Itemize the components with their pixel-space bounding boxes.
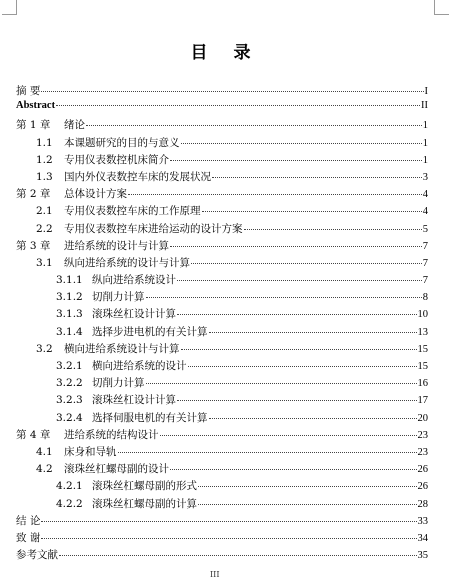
toc-entry-text: 专用仪表数控机床简介 xyxy=(64,153,169,166)
dot-leader xyxy=(170,159,422,161)
toc-page-number: 10 xyxy=(417,309,428,321)
toc-entry-number: 3.2.2 xyxy=(56,377,83,390)
page-corner-mark-right xyxy=(434,0,449,15)
toc-entry-text: 纵向进给系统的设计与计算 xyxy=(64,256,190,269)
toc-title: 目 录 xyxy=(190,43,261,63)
toc-entry-number: 1.1 xyxy=(36,136,53,149)
toc-entry-label xyxy=(16,100,55,111)
toc-entry-text: 床身和导轨 xyxy=(64,445,117,458)
toc-entry-number: 1.2 xyxy=(36,153,53,166)
dot-leader xyxy=(170,468,417,470)
toc-entry-number: 致 谢 xyxy=(16,531,41,544)
toc-entry-text: 进给系统的设计与计算 xyxy=(64,239,169,252)
toc-entry-text: 进给系统的结构设计 xyxy=(64,428,159,441)
toc-entry-text: 滚珠丝杠螺母副的设计 xyxy=(64,463,169,476)
dot-leader xyxy=(181,142,422,144)
toc-page-number: 15 xyxy=(417,361,428,372)
toc-entry-text: 滚珠丝杠螺母副的计算 xyxy=(92,497,197,510)
toc-page-number: 1 xyxy=(422,154,428,166)
dot-leader xyxy=(198,485,417,487)
toc-entry-label xyxy=(36,221,243,236)
toc-page-number: 13 xyxy=(417,326,428,338)
toc-entry-number: 4.2.2 xyxy=(56,497,83,510)
toc-entry[interactable] xyxy=(16,238,428,255)
toc-page-number: 1 xyxy=(422,120,428,132)
toc-entry-label xyxy=(16,547,58,562)
toc-entry-label xyxy=(36,341,180,356)
toc-entry-text: 绪论 xyxy=(64,119,85,132)
dot-leader xyxy=(202,210,422,212)
toc-entry-label xyxy=(56,306,176,321)
toc-entry-text: 专用仪表数控车床的工作原理 xyxy=(64,205,201,218)
toc-page-number: 16 xyxy=(417,378,428,390)
toc-entry-text: 国内外仪表数控车床的发展状况 xyxy=(64,170,211,183)
toc-entry-label xyxy=(16,186,127,201)
toc-entry-number: 3.2.1 xyxy=(56,360,83,372)
dot-leader xyxy=(146,382,417,384)
toc-entry-number: 3.1.2 xyxy=(56,291,83,304)
dot-leader xyxy=(177,313,417,315)
toc-entry-label xyxy=(36,461,169,476)
toc-entry[interactable] xyxy=(16,117,428,134)
toc-entry-label xyxy=(56,478,197,493)
toc-entry-label xyxy=(56,272,176,287)
toc-entry[interactable] xyxy=(16,324,428,341)
toc-entry[interactable] xyxy=(16,341,428,358)
toc-page-number: 20 xyxy=(417,412,428,424)
toc-entry[interactable] xyxy=(16,152,428,169)
toc-page-number: 26 xyxy=(417,481,428,493)
toc-entry-number: 3.1.3 xyxy=(56,308,83,321)
toc-entry-text: 切削力计算 xyxy=(92,377,145,390)
toc-entry-text: 本课题研究的目的与意义 xyxy=(64,136,180,149)
dot-leader xyxy=(41,520,416,522)
toc-entry-text: 滚珠丝杠螺母副的形式 xyxy=(92,480,197,493)
dot-leader xyxy=(41,90,423,92)
toc-entry[interactable] xyxy=(16,496,428,513)
toc-entry-text: 纵向进给系统设计 xyxy=(92,274,176,287)
toc-entry-number: 2.1 xyxy=(36,205,53,218)
toc-entry-text: 选择步进电机的有关计算 xyxy=(92,325,208,338)
toc-entry[interactable] xyxy=(16,410,428,427)
toc-entry[interactable] xyxy=(16,392,428,409)
toc-page-number: 34 xyxy=(417,532,428,544)
toc-entry-label xyxy=(16,427,159,442)
toc-entry[interactable] xyxy=(16,358,428,375)
toc-entry[interactable] xyxy=(16,203,428,220)
toc-entry-label xyxy=(56,358,187,373)
toc-entry-number: 3.1.1 xyxy=(56,274,83,287)
toc-entry-label xyxy=(16,238,169,253)
toc-entry[interactable] xyxy=(16,289,428,306)
toc-page-number: 28 xyxy=(417,498,428,510)
toc-page-number: 35 xyxy=(417,550,428,562)
dot-leader xyxy=(41,537,416,539)
toc-entry[interactable] xyxy=(16,306,428,323)
toc-entry-label xyxy=(16,530,40,545)
toc-entry-number: 3.2.4 xyxy=(56,411,83,424)
toc-entry-label xyxy=(56,289,145,304)
toc-entry-number: 3.1.4 xyxy=(56,325,83,338)
toc-entry-text: 专用仪表数控车床进给运动的设计方案 xyxy=(64,222,243,235)
toc-entry-number: 3.2 xyxy=(36,342,53,355)
dot-leader xyxy=(209,417,417,419)
toc-entry-label xyxy=(16,513,40,528)
toc-entry-label xyxy=(36,152,169,167)
toc-entry-text: 滚珠丝杠设计计算 xyxy=(92,308,176,321)
dot-leader xyxy=(177,399,417,401)
toc-page-number: 15 xyxy=(417,343,428,355)
toc-entry[interactable] xyxy=(16,461,428,478)
toc-page-number: 33 xyxy=(417,515,428,527)
toc-entry-label xyxy=(56,392,176,407)
toc-entry-text: 滚珠丝杠设计计算 xyxy=(92,394,176,407)
toc-entry-label xyxy=(56,496,197,511)
toc-entry[interactable] xyxy=(16,186,428,203)
page-footer-mark: III xyxy=(210,570,220,579)
toc-entry[interactable] xyxy=(16,513,428,530)
toc-entry-number: Abstract xyxy=(16,100,56,112)
toc-entry-number: 3.1 xyxy=(36,256,53,269)
toc-page-number: 7 xyxy=(422,257,428,269)
toc-page-number: 7 xyxy=(422,275,428,287)
toc-page-number: 23 xyxy=(417,446,428,458)
toc-entry[interactable] xyxy=(16,135,428,152)
toc-entry-number: 1.3 xyxy=(36,170,53,183)
toc-entry[interactable] xyxy=(16,375,428,392)
toc-entry-label xyxy=(56,410,208,425)
dot-leader xyxy=(86,124,422,126)
toc-entry[interactable] xyxy=(16,221,428,238)
toc-entry-label xyxy=(36,444,117,459)
toc-entry-text: 总体设计方案 xyxy=(64,188,127,201)
dot-leader xyxy=(118,451,417,453)
dot-leader xyxy=(146,296,422,298)
toc-entry-number: 4.2 xyxy=(36,463,53,476)
dot-leader xyxy=(160,434,417,436)
toc-entry[interactable] xyxy=(16,530,428,547)
toc-entry-number: 第 4 章 xyxy=(16,428,51,441)
toc-entry[interactable] xyxy=(16,427,428,444)
dot-leader xyxy=(198,503,417,505)
toc-entry[interactable] xyxy=(16,169,428,186)
toc-page-number: 7 xyxy=(422,240,428,252)
toc-page-number: 23 xyxy=(417,429,428,441)
toc-page-number: II xyxy=(421,100,428,112)
toc-entry-number: 第 2 章 xyxy=(16,188,51,201)
toc-entry-number: 结 论 xyxy=(16,514,41,527)
toc-page-number: I xyxy=(424,86,428,97)
toc-entry-number: 3.2.3 xyxy=(56,394,83,407)
toc-page-number: 1 xyxy=(422,137,428,149)
toc-page-number: 26 xyxy=(417,464,428,476)
toc-entry[interactable] xyxy=(16,255,428,272)
table-of-contents xyxy=(16,83,428,564)
toc-entry-text: 横向进给系统设计与计算 xyxy=(64,342,180,355)
dot-leader xyxy=(177,279,422,281)
toc-entry-label xyxy=(56,324,208,339)
page-corner-mark-left xyxy=(2,0,17,15)
toc-entry-text: 横向进给系统的设计 xyxy=(92,360,187,372)
toc-entry-label xyxy=(36,203,201,218)
toc-entry-number: 2.2 xyxy=(36,222,53,235)
toc-entry[interactable] xyxy=(16,83,428,100)
toc-entry-number: 摘 要 xyxy=(16,85,41,97)
toc-page-number: 4 xyxy=(422,189,428,201)
toc-entry-number: 第 1 章 xyxy=(16,119,51,132)
toc-entry-number: 参考文献 xyxy=(16,549,58,562)
toc-page-number: 8 xyxy=(422,292,428,304)
dot-leader xyxy=(191,262,422,264)
toc-page-number: 4 xyxy=(422,206,428,218)
toc-entry-number: 第 3 章 xyxy=(16,239,51,252)
toc-page-number: 17 xyxy=(417,395,428,407)
toc-entry-label xyxy=(36,169,211,184)
dot-leader xyxy=(188,365,417,367)
dot-leader xyxy=(170,245,422,247)
dot-leader xyxy=(212,176,422,178)
toc-entry-label xyxy=(16,83,40,98)
toc-entry-number: 4.1 xyxy=(36,445,53,458)
toc-entry[interactable] xyxy=(16,444,428,461)
dot-leader xyxy=(209,331,417,333)
dot-leader xyxy=(56,104,420,106)
toc-entry[interactable] xyxy=(16,478,428,495)
dot-leader xyxy=(181,348,417,350)
dot-leader xyxy=(244,228,422,230)
toc-entry[interactable] xyxy=(16,100,428,117)
toc-page-number: 5 xyxy=(422,223,428,235)
toc-entry-label xyxy=(16,117,85,132)
toc-entry-text: 切削力计算 xyxy=(92,291,145,304)
toc-page-number: 3 xyxy=(422,171,428,183)
toc-entry-label xyxy=(36,135,180,150)
toc-entry-label xyxy=(36,255,190,270)
toc-entry[interactable] xyxy=(16,272,428,289)
dot-leader xyxy=(59,554,417,556)
toc-entry-number: 4.2.1 xyxy=(56,480,83,493)
toc-entry-text: 选择伺服电机的有关计算 xyxy=(92,411,208,424)
toc-entry-label xyxy=(56,375,145,390)
toc-entry[interactable] xyxy=(16,547,428,564)
dot-leader xyxy=(128,193,422,195)
